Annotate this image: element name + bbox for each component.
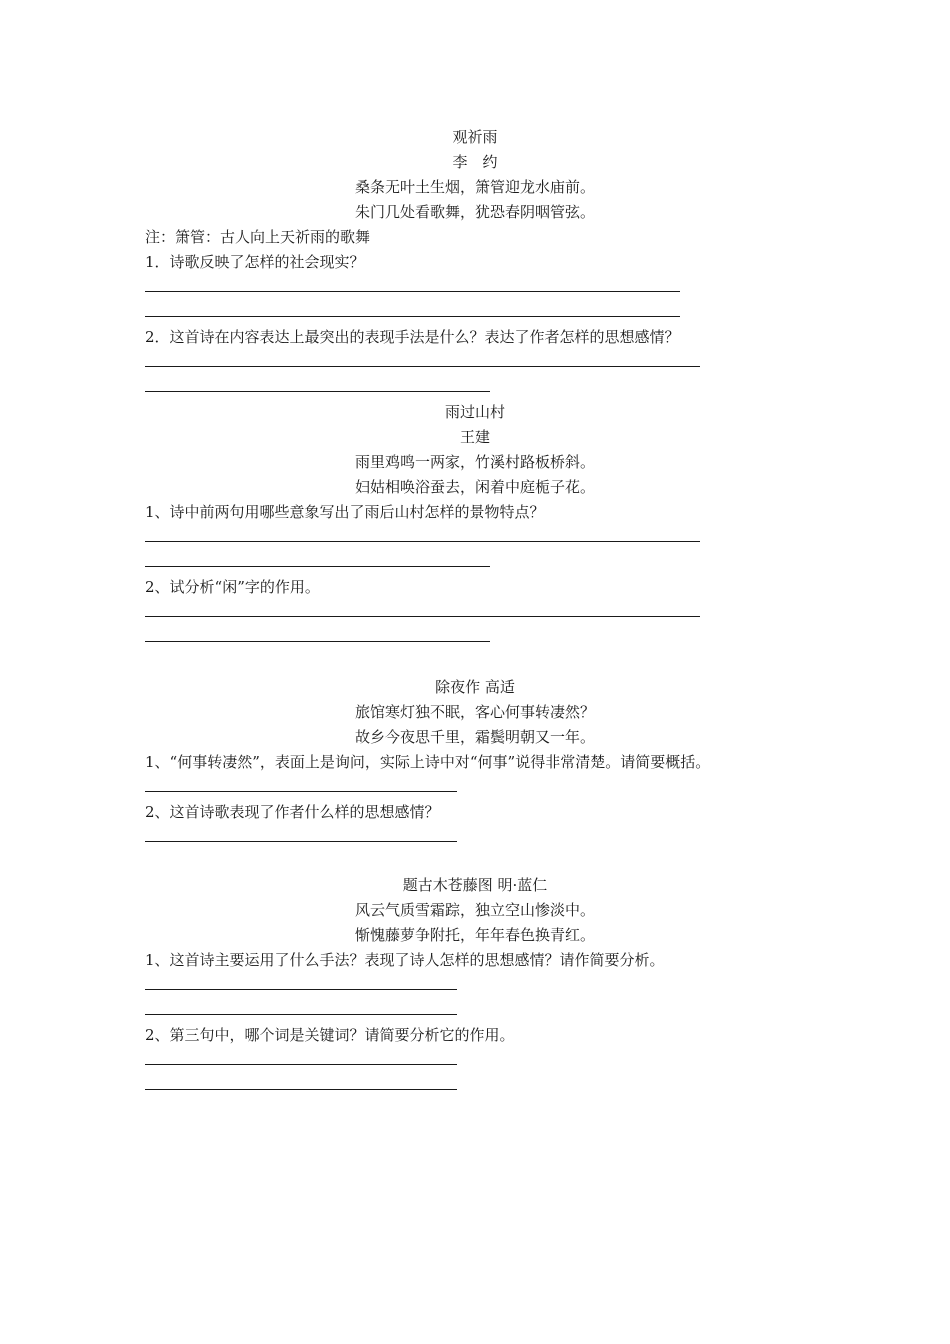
answer-line — [145, 366, 700, 367]
answer-line — [145, 641, 490, 642]
poem4-line1: 风云气质雪霜踪，独立空山惨淡中。 — [354, 901, 595, 919]
poem3-line2: 故乡今夜思千里，霜鬓明朝又一年。 — [354, 728, 595, 746]
poem4-question2: 2、第三句中，哪个词是关键词？请简要分析它的作用。 — [145, 1026, 515, 1044]
poem1-line2: 朱门几处看歌舞，犹恐春阴咽管弦。 — [354, 203, 595, 221]
poem2-question2: 2、试分析“闲”字的作用。 — [145, 578, 320, 596]
answer-line — [145, 1089, 457, 1090]
poem3-question1: 1、“何事转凄然”，表面上是询问，实际上诗中对“何事”说得非常清楚。请简要概括。 — [145, 753, 711, 771]
poem3-line1: 旅馆寒灯独不眠，客心何事转凄然？ — [354, 703, 595, 721]
poem3-question2: 2、这首诗歌表现了作者什么样的思想感情？ — [145, 803, 440, 821]
answer-line — [145, 566, 490, 567]
poem1-note: 注：箫管：古人向上天祈雨的歌舞 — [145, 228, 371, 246]
poem2-line1: 雨里鸡鸣一两家，竹溪村路板桥斜。 — [354, 453, 595, 471]
poem1-question2: 2．这首诗在内容表达上最突出的表现手法是什么？表达了作者怎样的思想感情？ — [145, 328, 680, 346]
poem1-line1: 桑条无叶土生烟，箫管迎龙水庙前。 — [354, 178, 595, 196]
poem3-title: 除夜作 高适 — [435, 678, 515, 696]
poem1-author: 李 约 — [452, 153, 498, 171]
poem2-line2: 妇姑相唤浴蚕去，闲着中庭栀子花。 — [354, 478, 595, 496]
answer-line — [145, 841, 457, 842]
poem1-question1: 1．诗歌反映了怎样的社会现实？ — [145, 253, 365, 271]
poem2-author: 王建 — [459, 428, 490, 446]
answer-line — [145, 291, 680, 292]
poem1-title: 观祈雨 — [452, 128, 498, 146]
poem4-question1: 1、这首诗主要运用了什么手法？表现了诗人怎样的思想感情？请作简要分析。 — [145, 951, 665, 969]
poem2-title: 雨过山村 — [444, 403, 505, 421]
answer-line — [145, 316, 680, 317]
answer-line — [145, 391, 490, 392]
poem4-title: 题古木苍藤图 明·蓝仁 — [402, 876, 548, 894]
answer-line — [145, 1014, 457, 1015]
answer-line — [145, 989, 457, 990]
answer-line — [145, 791, 457, 792]
answer-line — [145, 1064, 457, 1065]
answer-line — [145, 541, 700, 542]
answer-line — [145, 616, 700, 617]
poem4-line2: 惭愧藤萝争附托，年年春色换青红。 — [354, 926, 595, 944]
poem2-question1: 1、诗中前两句用哪些意象写出了雨后山村怎样的景物特点？ — [145, 503, 545, 521]
